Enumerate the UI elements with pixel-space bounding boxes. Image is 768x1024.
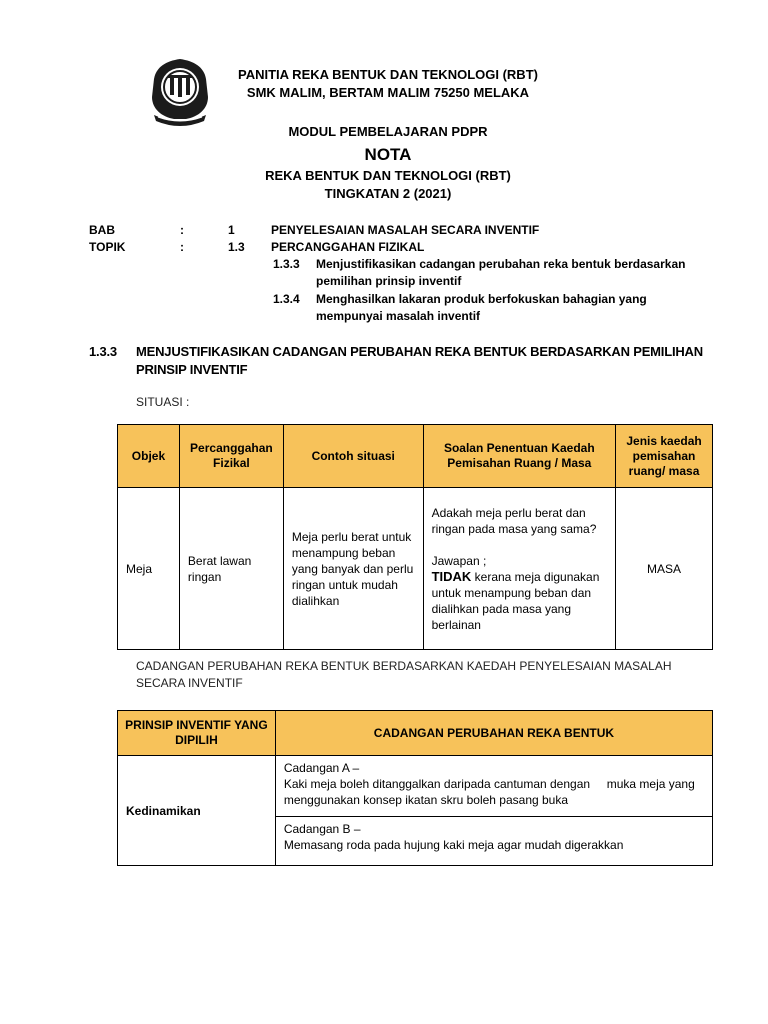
objective-code: 1.3.4 [273,292,300,306]
topik-text: PERCANGGAHAN FIZIKAL [271,240,425,254]
table-row [118,756,713,817]
module-title: MODUL PEMBELAJARAN PDPR [288,124,488,139]
bab-text: PENYELESAIAN MASALAH SECARA INVENTIF [271,223,540,237]
cell-percanggahan: Berat lawan ringan [179,488,283,650]
cell-jenis: MASA [616,488,713,650]
school-address: SMK MALIM, BERTAM MALIM 75250 MELAKA [246,85,530,100]
header-objek: Objek [118,425,180,488]
cell-cadangan-a [275,756,712,817]
cadangan-a-title: Cadangan A – [283,761,360,775]
jawapan-label: Jawapan ; [431,553,487,568]
nota-title: NOTA [364,145,412,164]
cell-prinsip: Kedinamikan [118,756,276,866]
cell-objek: Meja [118,488,180,650]
objective-code: 1.3.3 [273,257,300,271]
cell-soalan [423,488,615,650]
header-prinsip: PRINSIP INVENTIF YANG DIPILIH [118,711,276,756]
bab-label: BAB [89,223,115,237]
form-level: TINGKATAN 2 (2021) [324,186,452,201]
school-header [38,66,738,102]
jawapan-reason: kerana meja digunakan untuk menampung beban dan dialihkan pada masa yang berlainan [431,569,600,632]
topik-label: TOPIK [89,240,126,254]
subject-header [38,167,738,203]
situation-table [117,424,713,650]
jawapan-bold: TIDAK [431,568,472,584]
topik-number: 1.3 [228,240,245,254]
cell-cadangan-b [275,817,712,866]
jawapan-text [432,569,607,633]
bab-number: 1 [228,223,235,237]
header-contoh: Contoh situasi [283,425,423,488]
header-percanggahan: Percanggahan Fizikal [179,425,283,488]
cadangan-a-text: Kaki meja boleh ditanggalkan daripada cantuman dengan muka meja yang menggunakan konsep ikatan skru boleh pasang buka [283,777,699,807]
proposal-note: CADANGAN PERUBAHAN REKA BENTUK BERDASARKAN KAEDAH PENYELESAIAN MASALAH SECARA INVENTIF [136,659,672,690]
table-header-row [118,711,713,756]
topik-colon: : [180,240,184,254]
header-cadangan: CADANGAN PERUBAHAN REKA BENTUK [275,711,712,756]
header-soalan: Soalan Penentuan Kaedah Pemisahan Ruang / Masa [423,425,615,488]
soalan-text: Adakah meja perlu berat dan ringan pada masa yang sama? [431,505,597,536]
cadangan-b-text: Memasang roda pada hujung kaki meja agar mudah digerakkan [283,838,624,852]
cell-contoh: Meja perlu berat untuk menampung beban yang banyak dan perlu ringan untuk mudah dialihkan [283,488,423,650]
panel-name: PANITIA REKA BENTUK DAN TEKNOLOGI (RBT) [238,67,538,82]
subject-name: REKA BENTUK DAN TEKNOLOGI (RBT) [265,168,511,183]
situasi-label: SITUASI : [136,395,190,409]
bab-colon: : [180,223,184,237]
table-row [118,488,713,650]
cadangan-b-title: Cadangan B – [283,822,361,836]
table-header-row [118,425,713,488]
proposal-table [117,710,713,866]
section-number: 1.3.3 [89,344,117,359]
objective-text: Menghasilkan lakaran produk berfokuskan bahagian yang mempunyai masalah inventif [316,292,647,323]
objective-text: Menjustifikasikan cadangan perubahan reka bentuk berdasarkan pemilihan prinsip inventif [316,257,686,288]
header-jenis: Jenis kaedah pemisahan ruang/ masa [616,425,713,488]
section-title: MENJUSTIFIKASIKAN CADANGAN PERUBAHAN REKA BENTUK BERDASARKAN PEMILIHAN PRINSIP INVENTIF [136,344,703,377]
